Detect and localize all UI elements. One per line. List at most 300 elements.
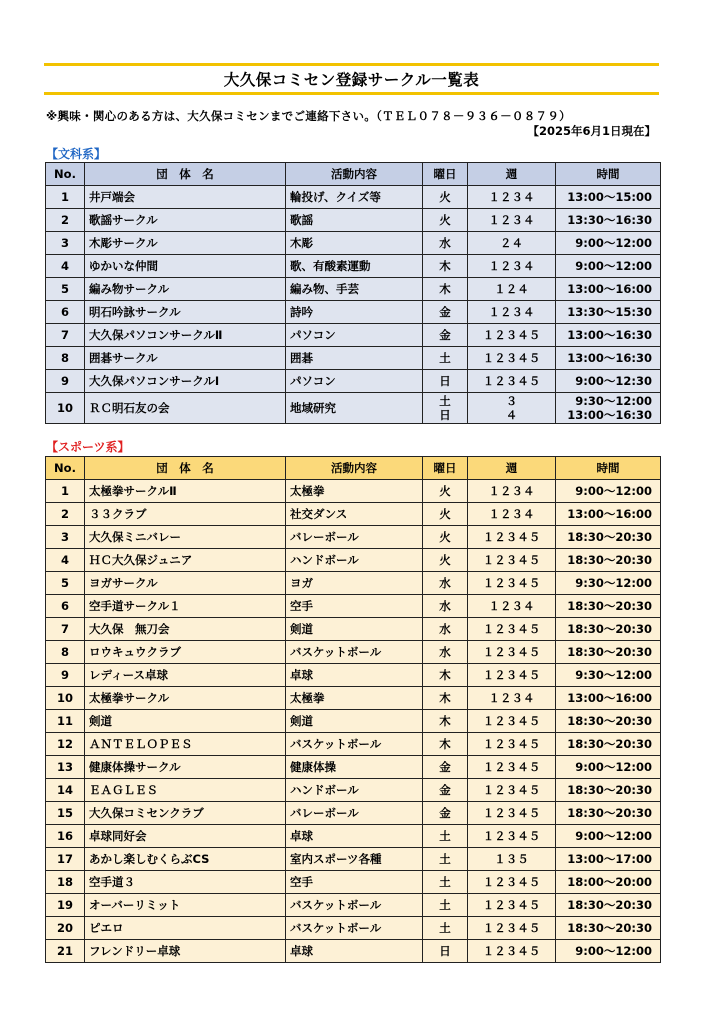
cell-week-text: １２３４５ <box>482 806 541 820</box>
cell-activity-text: 歌謡 <box>290 213 313 227</box>
cell-activity-text: 剣道 <box>290 622 313 636</box>
table-row <box>46 255 661 278</box>
cell-day <box>423 894 468 917</box>
cell-day <box>423 301 468 324</box>
cell-name <box>85 618 286 641</box>
cell-week <box>468 664 556 687</box>
table-header-row <box>46 163 661 186</box>
cell-name-text: 大久保コミセンクラブ <box>89 806 204 820</box>
cell-activity-text: 卓球 <box>290 829 313 843</box>
cell-activity <box>286 301 423 324</box>
cell-name-text: ＨＣ大久保ジュニア <box>89 553 193 567</box>
cell-day <box>423 733 468 756</box>
cell-no <box>46 278 85 301</box>
table-row <box>46 618 661 641</box>
cell-week <box>468 526 556 549</box>
cell-week-text: １２３４５ <box>482 714 541 728</box>
cell-time <box>556 687 661 710</box>
cell-week-text: １２３４５ <box>482 783 541 797</box>
table-row <box>46 393 661 424</box>
cell-activity-text: バスケットボール <box>290 898 382 912</box>
cell-no <box>46 733 85 756</box>
cell-day <box>423 618 468 641</box>
cell-time-text-2: 13:00～16:30 <box>567 408 652 422</box>
cell-name <box>85 802 286 825</box>
cell-name <box>85 526 286 549</box>
cell-name-text: ＡＮＴＥＬＯＰＥＳ <box>89 737 193 751</box>
table-row <box>46 687 661 710</box>
cell-activity <box>286 347 423 370</box>
cell-time <box>556 526 661 549</box>
cell-week <box>468 687 556 710</box>
cell-time-text: 18:30～20:30 <box>567 806 652 820</box>
cell-time-text: 18:30～20:30 <box>567 530 652 544</box>
cell-activity <box>286 370 423 393</box>
cell-activity-text: パソコン <box>290 374 336 388</box>
cell-day <box>423 370 468 393</box>
cell-day <box>423 480 468 503</box>
cell-day-text: 金 <box>439 760 451 774</box>
cell-no <box>46 347 85 370</box>
cell-week-text: １２３４５ <box>482 328 541 342</box>
cell-activity-text: 木彫 <box>290 236 313 250</box>
cell-name-text: 大久保ミニバレー <box>89 530 181 544</box>
cell-no-text: 16 <box>56 829 73 843</box>
cell-day <box>423 347 468 370</box>
cell-day <box>423 393 468 424</box>
cell-name <box>85 480 286 503</box>
cell-name <box>85 347 286 370</box>
cell-name <box>85 940 286 963</box>
cell-day-text: 水 <box>439 576 451 590</box>
cell-no <box>46 894 85 917</box>
cell-time-text: 9:30～12:00 <box>575 576 652 590</box>
table-row <box>46 894 661 917</box>
cell-no-text: 19 <box>56 898 73 912</box>
cell-name-text: 木彫サークル <box>89 236 158 250</box>
cell-week <box>468 549 556 572</box>
cell-name <box>85 733 286 756</box>
cell-time <box>556 301 661 324</box>
cell-name-text: オーバーリミット <box>89 898 181 912</box>
cell-no <box>46 393 85 424</box>
cell-activity-text: バスケットボール <box>290 921 382 935</box>
cell-week-text-2: ４ <box>505 408 518 422</box>
cell-time-text: 18:30～20:30 <box>567 921 652 935</box>
cell-name-text: 歌謡サークル <box>89 213 158 227</box>
cell-no <box>46 324 85 347</box>
cell-time-text: 18:30～20:30 <box>567 622 652 636</box>
cell-no-text: 5 <box>60 576 69 590</box>
table-row <box>46 940 661 963</box>
cell-activity-text: 歌、有酸素運動 <box>290 259 371 273</box>
cell-activity-text: 囲碁 <box>290 351 313 365</box>
cell-week-text: １２４ <box>494 282 529 296</box>
cell-week-text: １２３４ <box>488 691 535 705</box>
cell-week-text: １２３４５ <box>482 898 541 912</box>
cell-day-text: 火 <box>439 484 451 498</box>
cell-day <box>423 710 468 733</box>
cell-week-text: １２３４５ <box>482 875 541 889</box>
cell-time <box>556 733 661 756</box>
cell-week <box>468 733 556 756</box>
cell-week-text: ２４ <box>500 236 523 250</box>
cell-day <box>423 186 468 209</box>
cell-no <box>46 618 85 641</box>
cell-no <box>46 848 85 871</box>
cell-no <box>46 756 85 779</box>
cell-no <box>46 871 85 894</box>
title-rule-bottom <box>44 92 659 95</box>
cell-day <box>423 549 468 572</box>
cell-week <box>468 595 556 618</box>
cell-activity <box>286 618 423 641</box>
cell-day-text: 土 <box>439 394 451 408</box>
cell-day <box>423 802 468 825</box>
cell-activity-text: 輪投げ、クイズ等 <box>290 190 381 204</box>
cell-activity <box>286 940 423 963</box>
cell-no <box>46 664 85 687</box>
cell-no-text: 18 <box>56 875 73 889</box>
cell-name-text: ヨガサークル <box>89 576 158 590</box>
cell-day-text: 土 <box>439 829 451 843</box>
cell-no-text: 6 <box>60 599 69 613</box>
cell-time-text: 9:00～12:00 <box>575 760 652 774</box>
cell-no-text: 14 <box>56 783 73 797</box>
cell-day-text: 日 <box>439 944 451 958</box>
cell-activity <box>286 503 423 526</box>
cell-no-text: 3 <box>60 530 69 544</box>
cell-time <box>556 278 661 301</box>
cell-day-text: 土 <box>439 351 451 365</box>
cell-name-text: 明石吟詠サークル <box>89 305 181 319</box>
cell-name-text: 大久保パソコンサークルⅠ <box>89 374 220 388</box>
cell-no <box>46 526 85 549</box>
table-row <box>46 871 661 894</box>
table-row <box>46 595 661 618</box>
cell-activity <box>286 848 423 871</box>
table-row <box>46 301 661 324</box>
cell-activity <box>286 733 423 756</box>
cell-time <box>556 641 661 664</box>
cell-week-text: １２３４５ <box>482 921 541 935</box>
cell-no-text: 6 <box>60 305 69 319</box>
cell-no <box>46 940 85 963</box>
cell-week <box>468 209 556 232</box>
cell-time <box>556 917 661 940</box>
cell-time <box>556 480 661 503</box>
cell-activity <box>286 595 423 618</box>
cell-day <box>423 779 468 802</box>
table-row <box>46 232 661 255</box>
culture-section-label: 【文科系】 <box>46 147 107 161</box>
cell-week <box>468 186 556 209</box>
cell-time <box>556 393 661 424</box>
cell-name-text: 大久保パソコンサークルⅡ <box>89 328 223 342</box>
cell-activity-text: 編み物、手芸 <box>290 282 359 296</box>
cell-week-text: １３５ <box>494 852 529 866</box>
cell-name-text: 健康体操サークル <box>89 760 181 774</box>
cell-time <box>556 618 661 641</box>
cell-time-text: 18:30～20:30 <box>567 898 652 912</box>
cell-name <box>85 209 286 232</box>
cell-name <box>85 301 286 324</box>
cell-day-text: 土 <box>439 875 451 889</box>
cell-activity <box>286 756 423 779</box>
cell-day <box>423 278 468 301</box>
table-row <box>46 209 661 232</box>
cell-name <box>85 871 286 894</box>
cell-week <box>468 480 556 503</box>
table-row <box>46 186 661 209</box>
cell-time-text: 18:30～20:30 <box>567 783 652 797</box>
cell-name <box>85 595 286 618</box>
cell-no-text: 10 <box>56 401 73 415</box>
cell-day <box>423 255 468 278</box>
cell-week <box>468 802 556 825</box>
cell-time <box>556 848 661 871</box>
cell-activity <box>286 209 423 232</box>
cell-activity-text: ハンドボール <box>290 783 359 797</box>
cell-time-text: 18:30～20:30 <box>567 553 652 567</box>
cell-time <box>556 370 661 393</box>
cell-time <box>556 209 661 232</box>
cell-time <box>556 549 661 572</box>
cell-day-text: 金 <box>439 806 451 820</box>
cell-no-text: 21 <box>56 944 73 958</box>
cell-week <box>468 232 556 255</box>
cell-week <box>468 393 556 424</box>
cell-activity <box>286 572 423 595</box>
cell-activity <box>286 255 423 278</box>
cell-week <box>468 255 556 278</box>
cell-activity <box>286 186 423 209</box>
cell-activity-text: 室内スポーツ各種 <box>290 852 382 866</box>
cell-week-text: １２３４５ <box>482 351 541 365</box>
cell-day <box>423 687 468 710</box>
cell-day-text: 水 <box>439 599 451 613</box>
cell-day-text: 日 <box>439 374 451 388</box>
cell-name-text: 空手道３ <box>89 875 135 889</box>
cell-time <box>556 595 661 618</box>
cell-week-text: １２３４５ <box>482 530 541 544</box>
cell-name <box>85 687 286 710</box>
cell-time-text: 18:30～20:30 <box>567 599 652 613</box>
cell-name <box>85 641 286 664</box>
cell-activity-text: 空手 <box>290 875 313 889</box>
cell-time-text: 18:30～20:30 <box>567 645 652 659</box>
cell-day-text: 土 <box>439 921 451 935</box>
cell-time-text: 9:00～12:00 <box>575 829 652 843</box>
cell-day <box>423 848 468 871</box>
cell-week-text: １２３４ <box>488 190 535 204</box>
cell-no-text: 10 <box>56 691 73 705</box>
cell-time <box>556 572 661 595</box>
cell-no <box>46 710 85 733</box>
cell-name <box>85 370 286 393</box>
cell-activity <box>286 393 423 424</box>
cell-activity <box>286 871 423 894</box>
cell-day-text: 火 <box>439 507 451 521</box>
cell-no-text: 12 <box>56 737 73 751</box>
cell-no-text: 13 <box>56 760 73 774</box>
table-row <box>46 370 661 393</box>
cell-activity <box>286 894 423 917</box>
cell-time <box>556 710 661 733</box>
cell-week-text: １２３４５ <box>482 944 541 958</box>
cell-no-text: 5 <box>60 282 69 296</box>
cell-week-text: １２３４５ <box>482 645 541 659</box>
cell-activity-text: 社交ダンス <box>290 507 348 521</box>
cell-time-text: 9:00～12:30 <box>575 374 652 388</box>
cell-day <box>423 664 468 687</box>
table-row <box>46 347 661 370</box>
cell-activity-text: 卓球 <box>290 668 313 682</box>
cell-activity-text: 詩吟 <box>290 305 313 319</box>
cell-activity <box>286 526 423 549</box>
cell-activity-text: バレーボール <box>290 530 359 544</box>
sports-table <box>45 456 661 963</box>
cell-day <box>423 324 468 347</box>
cell-day <box>423 940 468 963</box>
cell-time-text: 13:30～16:30 <box>567 213 652 227</box>
cell-week <box>468 347 556 370</box>
cell-activity <box>286 802 423 825</box>
cell-week-text: １２３４５ <box>482 737 541 751</box>
cell-name <box>85 825 286 848</box>
cell-week-text: １２３４５ <box>482 760 541 774</box>
cell-week <box>468 917 556 940</box>
cell-day-text: 火 <box>439 213 451 227</box>
cell-day-text: 火 <box>439 190 451 204</box>
cell-no <box>46 209 85 232</box>
cell-activity-text: 剣道 <box>290 714 313 728</box>
cell-week-text: １２３４５ <box>482 576 541 590</box>
cell-no-text: 8 <box>60 645 69 659</box>
cell-time-text: 13:00～16:00 <box>567 691 652 705</box>
cell-time-text: 13:00～16:30 <box>567 351 652 365</box>
cell-week <box>468 779 556 802</box>
cell-time-text: 13:00～17:00 <box>567 852 652 866</box>
cell-name <box>85 255 286 278</box>
cell-day-text: 水 <box>439 236 451 250</box>
cell-week <box>468 825 556 848</box>
table-row <box>46 549 661 572</box>
cell-no-text: 20 <box>56 921 73 935</box>
as-of-date: 【2025年6月1日現在】 <box>527 124 656 138</box>
cell-day-text: 土 <box>439 852 451 866</box>
cell-week-text: １２３４５ <box>482 668 541 682</box>
cell-time <box>556 324 661 347</box>
cell-time-text: 9:00～12:00 <box>575 236 652 250</box>
cell-time-text: 18:30～20:30 <box>567 714 652 728</box>
cell-activity-text: ヨガ <box>290 576 313 590</box>
cell-day <box>423 232 468 255</box>
cell-day <box>423 825 468 848</box>
cell-day <box>423 209 468 232</box>
cell-no-text: 17 <box>56 852 73 866</box>
cell-activity-text: 健康体操 <box>290 760 336 774</box>
cell-week-text: １２３４ <box>488 599 535 613</box>
cell-no <box>46 255 85 278</box>
cell-no <box>46 301 85 324</box>
cell-activity <box>286 917 423 940</box>
cell-day <box>423 526 468 549</box>
cell-name-text: ゆかいな仲間 <box>89 259 158 273</box>
cell-day-text: 金 <box>439 783 451 797</box>
cell-no <box>46 572 85 595</box>
cell-activity <box>286 324 423 347</box>
cell-day-text: 木 <box>439 259 451 273</box>
cell-activity-text: 太極拳 <box>290 484 325 498</box>
cell-week-text: １２３４５ <box>482 374 541 388</box>
cell-no-text: 2 <box>60 213 69 227</box>
cell-day-text: 木 <box>439 691 451 705</box>
cell-activity-text: 太極拳 <box>290 691 325 705</box>
cell-time-text: 9:30～12:00 <box>575 394 652 408</box>
cell-time <box>556 940 661 963</box>
cell-week <box>468 572 556 595</box>
cell-activity-text: バレーボール <box>290 806 359 820</box>
cell-name-text: 太極拳サークルⅡ <box>89 484 177 498</box>
cell-time-text: 13:00～16:00 <box>567 282 652 296</box>
table-row <box>46 641 661 664</box>
title-rule-top <box>44 63 659 66</box>
cell-day <box>423 756 468 779</box>
cell-day <box>423 917 468 940</box>
header-name: 団 体 名 <box>85 457 286 480</box>
table-row <box>46 572 661 595</box>
page-title: 大久保コミセン登録サークル一覧表 <box>223 71 480 89</box>
cell-name <box>85 572 286 595</box>
cell-name <box>85 232 286 255</box>
cell-no-text: 9 <box>60 668 69 682</box>
cell-activity-text: バスケットボール <box>290 737 382 751</box>
cell-day-text: 水 <box>439 645 451 659</box>
cell-week-text: １２３４５ <box>482 553 541 567</box>
table-row <box>46 779 661 802</box>
cell-time <box>556 825 661 848</box>
header-activity: 活動内容 <box>286 457 423 480</box>
cell-name <box>85 848 286 871</box>
table-row <box>46 480 661 503</box>
cell-activity <box>286 825 423 848</box>
table-row <box>46 710 661 733</box>
cell-week-text: １２３４５ <box>482 829 541 843</box>
cell-day-text: 金 <box>439 328 451 342</box>
cell-time <box>556 664 661 687</box>
cell-name-text: ＥＡＧＬＥＳ <box>89 783 158 797</box>
cell-name-text: 編み物サークル <box>89 282 170 296</box>
table-row <box>46 733 661 756</box>
cell-name <box>85 324 286 347</box>
table-row <box>46 526 661 549</box>
cell-activity <box>286 278 423 301</box>
cell-day-text: 火 <box>439 530 451 544</box>
header-day: 曜日 <box>423 163 468 186</box>
cell-no <box>46 232 85 255</box>
sports-section-label: 【スポーツ系】 <box>46 440 130 454</box>
cell-name-text: レディース卓球 <box>89 668 169 682</box>
cell-activity <box>286 641 423 664</box>
sports-table-body <box>46 480 661 963</box>
table-row <box>46 503 661 526</box>
cell-activity <box>286 549 423 572</box>
table-row <box>46 664 661 687</box>
cell-day-text: 木 <box>439 282 451 296</box>
cell-no-text: 7 <box>60 328 69 342</box>
table-row <box>46 324 661 347</box>
